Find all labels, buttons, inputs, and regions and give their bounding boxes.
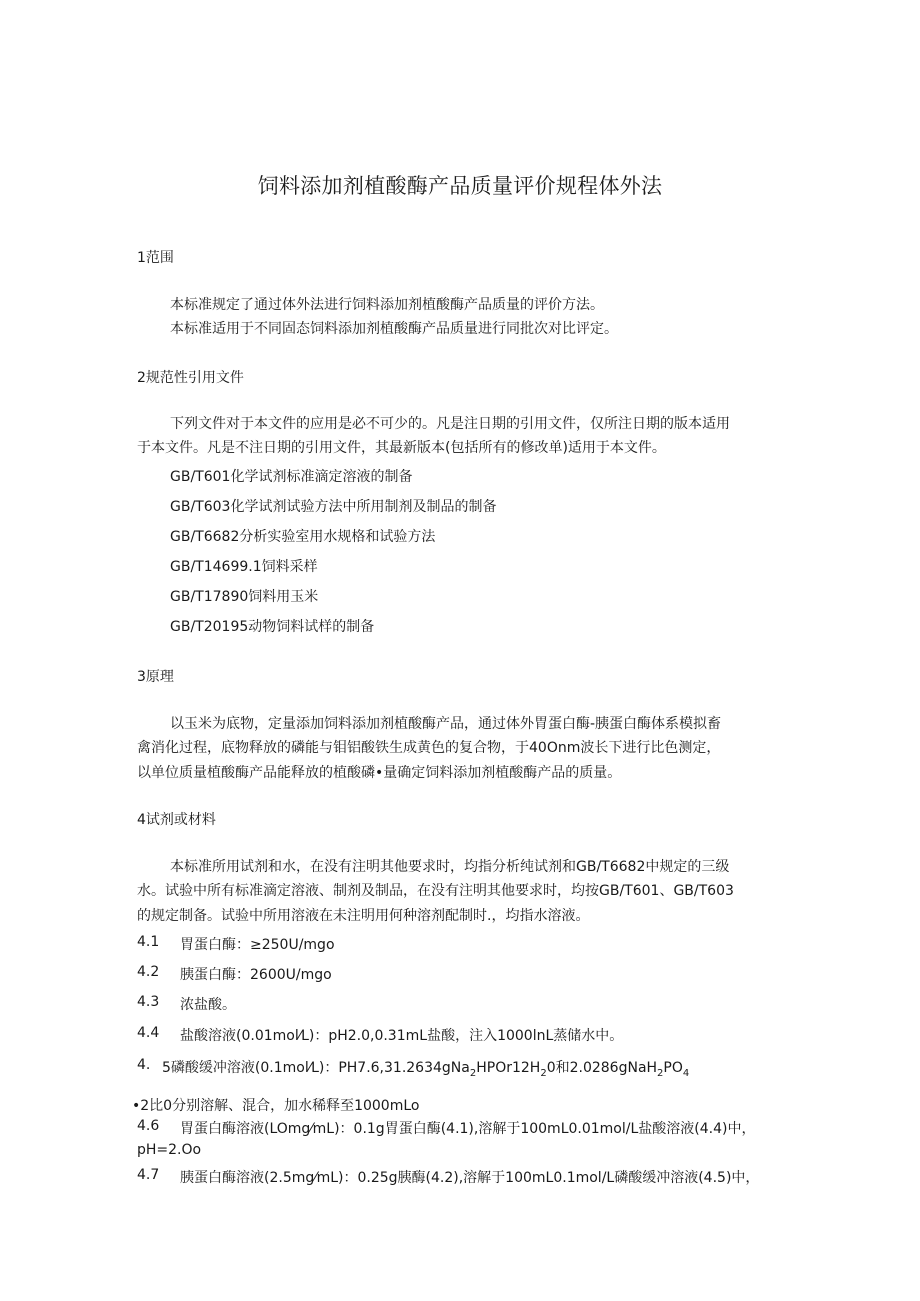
section-3-line-1: 以玉米为底物，定量添加饲料添加剂植酸酶产品，通过体外胃蛋白酶-胰蛋白酶体系模拟畜 — [170, 716, 722, 732]
item-4-1-text: 胃蛋白酶：≥250U/mgo — [180, 937, 335, 953]
section-3-line-3: 以单位质量植酸酶产品能释放的植酸磷•量确定饲料添加剂植酸酶产品的质量。 — [137, 765, 622, 781]
section-4-line-1: 本标准所用试剂和水，在没有注明其他要求时，均指分析纯试剂和GB/T6682中规定的三级 — [170, 859, 730, 875]
item-4-1-number: 4.1 — [137, 934, 160, 950]
item-4-2-number: 4.2 — [137, 964, 160, 980]
item-4-7-text: 胰蛋白酶溶液(2.5mg⁄mL)：0.25g胰酶(4.2),溶解于100mL0.1mol/L磷酸缓冲溶液(4.5)中， — [180, 1170, 760, 1186]
reference-item: GB/T601化学试剂标准滴定溶液的制备 — [170, 469, 413, 485]
item-4-6-text: 胃蛋白酶溶液(LOmg⁄mL)：0.1g胃蛋白酶(4.1),溶解于100mL0.01mol/L盐酸溶液(4.4)中， — [180, 1121, 756, 1137]
item-4-3-number: 4.3 — [137, 994, 160, 1010]
item-4-2-text: 胰蛋白酶：2600U/mgo — [180, 967, 332, 983]
section-4-heading: 4试剂或材料 — [137, 812, 216, 828]
item-4-4-number: 4.4 — [137, 1025, 160, 1041]
item-4-3-text: 浓盐酸。 — [180, 997, 236, 1013]
reference-item: GB/T20195动物饲料试样的制备 — [170, 619, 375, 635]
section-1-paragraph-2: 本标准适用于不同固态饲料添加剂植酸酶产品质量进行同批次对比评定。 — [170, 321, 618, 337]
document-title: 饲料添加剂植酸酶产品质量评价规程体外法 — [257, 174, 663, 198]
reference-item: GB/T6682分析实验室用水规格和试验方法 — [170, 529, 436, 545]
section-4-line-2: 水。试验中所有标准滴定溶液、制剂及制品，在没有注明其他要求时，均按GB/T601、GB/T603 — [137, 883, 734, 899]
section-2-paragraph-line-1: 下列文件对于本文件的应用是必不可少的。凡是注日期的引用文件，仅所注日期的版本适用 — [170, 416, 730, 432]
item-4-4-text: 盐酸溶液(0.01mol⁄L)：pH2.0,0.31mL盐酸，注入1000lnL蒸储水中。 — [180, 1028, 624, 1044]
item-4-5-text: 5磷酸缓冲溶液(0.1mol⁄L)：$PH7.6,31.2634gNa_2HPOr12H_20$和$2.0286gNaH_2PO_4$ — [162, 1060, 690, 1079]
item-4-6-continuation: pH=2.Oo — [137, 1142, 202, 1158]
section-2-paragraph-line-2: 于本文件。凡是不注日期的引用文件，其最新版本(包括所有的修改单)适用于本文件。 — [137, 440, 666, 456]
section-3-line-2: 禽消化过程，底物释放的磷能与钼铝酸铁生成黄色的复合物，于40Onm波长下进行比色测定， — [137, 740, 721, 756]
item-4-7-number: 4.7 — [137, 1167, 160, 1183]
section-3-heading: 3原理 — [137, 669, 174, 685]
reference-item: GB/T17890饲料用玉米 — [170, 589, 319, 605]
section-4-line-3: 的规定制备。试验中所用溶液在未注明用何种溶剂配制时.，均指水溶液。 — [137, 908, 590, 924]
item-4-5-number: 4. — [137, 1057, 151, 1073]
section-2-heading: 2规范性引用文件 — [137, 370, 244, 386]
item-4-6-number: 4.6 — [137, 1118, 160, 1134]
section-1-heading: 1范围 — [137, 250, 174, 266]
reference-item: GB/T14699.1饲料采样 — [170, 559, 318, 575]
reference-item: GB/T603化学试剂试验方法中所用制剂及制品的制备 — [170, 499, 497, 515]
section-1-paragraph-1: 本标准规定了通过体外法进行饲料添加剂植酸酶产品质量的评价方法。 — [170, 297, 604, 313]
item-4-5-continuation: •2比0分别溶解、混合，加水稀释至1000mLo — [132, 1098, 420, 1114]
